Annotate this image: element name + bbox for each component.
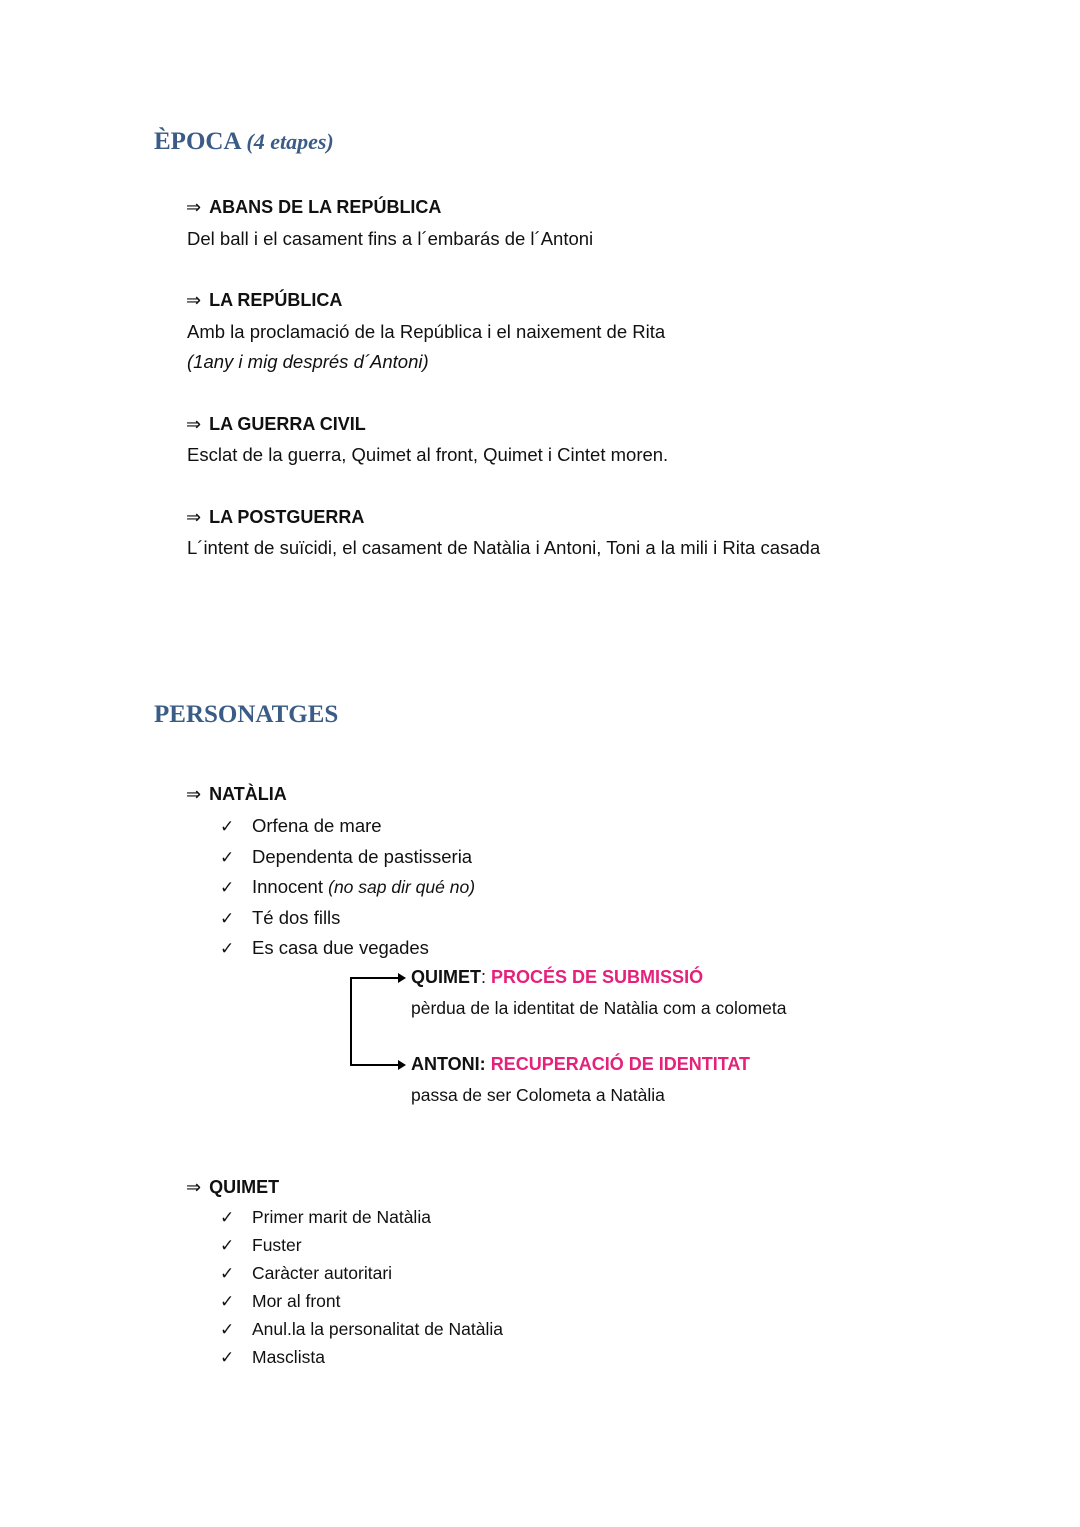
trait-text: Primer marit de Natàlia [252, 1207, 431, 1227]
list-item [220, 1263, 392, 1284]
stage-heading [186, 290, 342, 311]
marriage-heading [411, 967, 703, 988]
check-icon: ✓ [220, 909, 235, 929]
stage-title: LA GUERRA CIVIL [209, 414, 366, 434]
trait-text: Fuster [252, 1235, 302, 1255]
list-item [220, 846, 472, 868]
trait-text: Masclista [252, 1347, 325, 1367]
check-icon: ✓ [220, 1320, 235, 1340]
arrow-icon: ⇒ [186, 414, 202, 435]
list-item [220, 1207, 431, 1228]
stage-text: Amb la proclamació de la República i el naixement de Rita [187, 321, 666, 342]
husband-name: ANTONI: [411, 1054, 486, 1074]
section-title-personatges: PERSONATGES [154, 701, 339, 728]
list-item [220, 1319, 503, 1340]
stage-heading [186, 507, 364, 528]
character-heading-natalia [186, 784, 287, 805]
stage-text: Esclat de la guerra, Quimet al front, Quimet i Cintet moren. [187, 444, 669, 465]
list-item [220, 815, 382, 837]
marriage-desc: passa de ser Colometa a Natàlia [411, 1085, 665, 1105]
list-item [220, 1235, 302, 1256]
character-name: QUIMET [209, 1177, 280, 1197]
epoca-title-note: (4 etapes) [246, 129, 334, 154]
stage-title: LA REPÚBLICA [209, 290, 343, 310]
list-item [220, 1291, 341, 1312]
list-item [220, 1347, 325, 1368]
stage-text: L´intent de suïcidi, el casament de Natàlia i Antoni, Toni a la mili i Rita casada [187, 537, 821, 558]
trait-text: Dependenta de pastisseria [252, 846, 473, 867]
marriage-theme: RECUPERACIÓ DE IDENTITAT [490, 1054, 751, 1074]
marriage-desc: pèrdua de la identitat de Natàlia com a colometa [411, 998, 787, 1018]
stage-note: (1any i mig després d´Antoni) [187, 351, 429, 372]
check-icon: ✓ [220, 939, 235, 959]
trait-text: Caràcter autoritari [252, 1263, 393, 1283]
husband-name: QUIMET [411, 967, 481, 987]
trait-text: Orfena de mare [252, 815, 382, 836]
check-icon: ✓ [220, 848, 235, 868]
separator: : [481, 967, 487, 987]
list-item [220, 876, 475, 898]
stage-heading [186, 197, 441, 218]
check-icon: ✓ [220, 1348, 235, 1368]
list-item [220, 907, 340, 929]
connector-diagram [340, 968, 410, 1078]
connector-arrow-antoni [351, 1060, 406, 1070]
check-icon: ✓ [220, 817, 235, 837]
check-icon: ✓ [220, 1264, 235, 1284]
trait-note: (no sap dir qué no) [328, 877, 476, 897]
stage-text: Del ball i el casament fins a l´embarás de l´Antoni [187, 228, 594, 249]
character-heading-quimet [186, 1177, 279, 1198]
trait-text: Anul.la la personalitat de Natàlia [252, 1319, 503, 1339]
arrow-icon: ⇒ [186, 784, 202, 805]
trait-text: Mor al front [252, 1291, 341, 1311]
check-icon: ✓ [220, 1236, 235, 1256]
arrow-icon: ⇒ [186, 507, 202, 528]
marriage-theme: PROCÉS DE SUBMISSIÓ [491, 967, 704, 987]
epoca-title: ÈPOCA [154, 128, 241, 155]
marriage-heading [411, 1054, 750, 1075]
arrow-icon: ⇒ [186, 197, 202, 218]
check-icon: ✓ [220, 1208, 235, 1228]
stage-heading [186, 414, 366, 435]
character-name: NATÀLIA [209, 784, 287, 804]
section-title-epoca [154, 128, 334, 156]
arrow-icon: ⇒ [186, 290, 202, 311]
check-icon: ✓ [220, 878, 235, 898]
arrow-icon: ⇒ [186, 1177, 202, 1198]
connector-arrow-quimet [351, 973, 406, 983]
stage-title: ABANS DE LA REPÚBLICA [209, 197, 442, 217]
trait-text: Té dos fills [252, 907, 341, 928]
check-icon: ✓ [220, 1292, 235, 1312]
trait-text: Es casa due vegades [252, 937, 429, 958]
trait-text: Innocent [252, 876, 323, 897]
stage-title: LA POSTGUERRA [209, 507, 365, 527]
list-item [220, 937, 429, 959]
